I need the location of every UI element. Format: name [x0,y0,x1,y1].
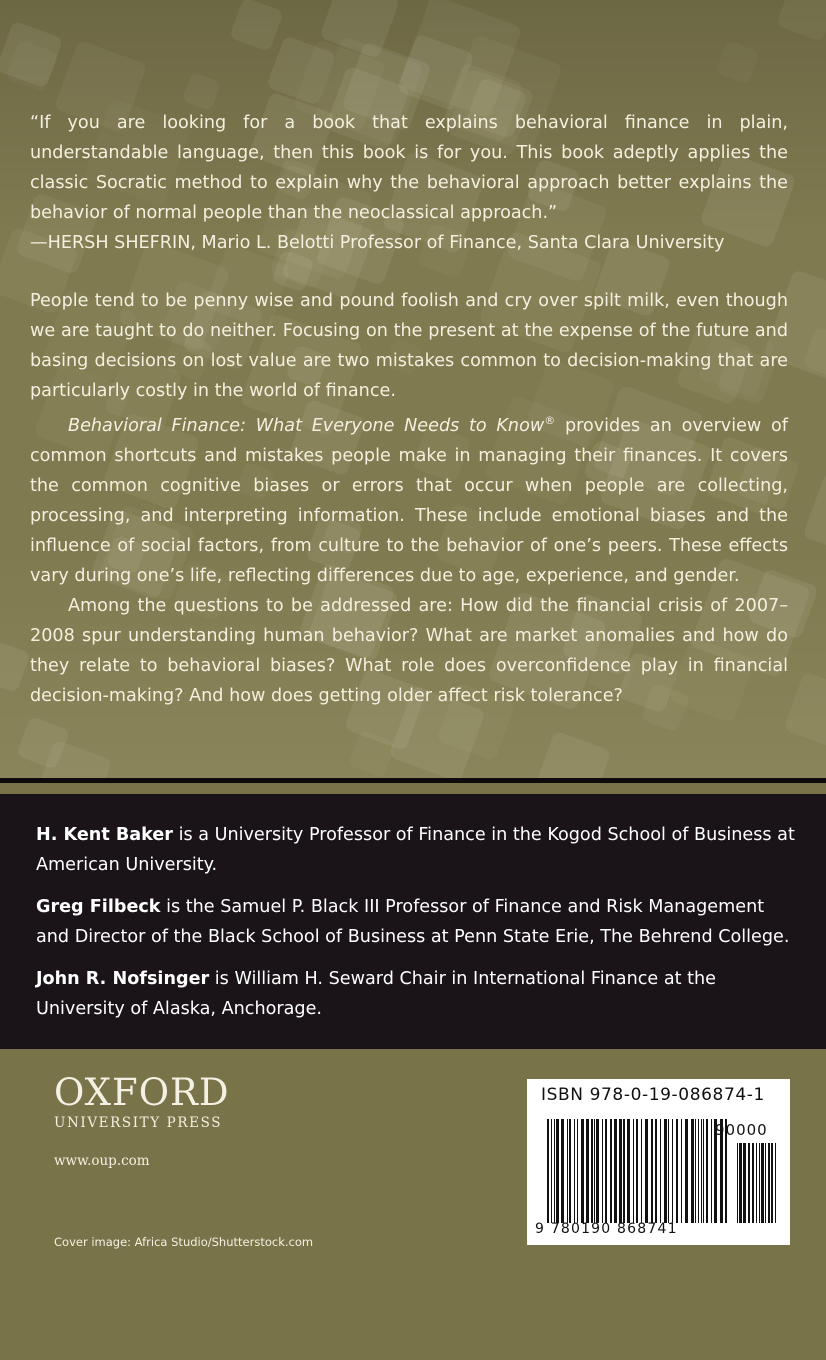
isbn-label: ISBN 978-0-19-086874-1 [541,1085,765,1105]
ean-digits: 9 780190 868741 [535,1221,678,1237]
publisher-logo [54,1073,230,1131]
barcode-box [527,1079,790,1245]
author-name: H. Kent Baker [36,825,173,845]
endorsement-attribution: —HERSH SHEFRIN, Mario L. Belotti Professor of Finance, Santa Clara University [30,233,725,253]
publisher-section [0,1049,826,1360]
author-name: John R. Nofsinger [36,969,210,989]
endorsement-quote: “If you are looking for a book that explains behavioral finance in plain, understandable language, then this book is for you. This book adeptly applies the classic Socratic method to explain why the behavioral approach better explains the behavior of normal people than the neoclassical approach.” [30,113,788,223]
book-description [30,286,788,711]
addon-barcode [737,1143,779,1223]
author-bio-nofsinger [36,964,796,1024]
description-paragraph-2-text: provides an overview of common shortcuts and mistakes people make in managing their finances. It covers the common cognitive biases or errors that occur when people are collecting, processing, and interpreting information. These include emotional biases and the influence of social factors, from culture to the behavior of one’s peers. These effects vary during one’s life, reflecting differences due to age, experience, and gender. [30,415,789,586]
ean-barcode [547,1119,727,1223]
author-bio-text: is a University Professor of Finance in the Kogod School of Business at American University. [36,825,795,875]
registered-mark: ® [544,414,556,427]
blurb-text [30,108,788,711]
author-bio-baker [36,820,796,880]
author-bio-text: is William H. Seward Chair in International Finance at the University of Alaska, Anchorage. [36,969,716,1019]
author-bio-filbeck [36,892,796,952]
publisher-website: www.oup.com [54,1153,150,1169]
author-bio-text: is the Samuel P. Black III Professor of Finance and Risk Management and Director of the Black School of Business at Penn State Erie, The Behrend College. [36,897,790,947]
barcode-addon-number: 90000 [715,1121,768,1139]
author-name: Greg Filbeck [36,897,161,917]
divider-gap [0,783,826,794]
logo-main-text: OXFORD [54,1071,230,1114]
logo-sub-text: UNIVERSITY PRESS [54,1115,223,1131]
description-paragraph-2 [30,406,788,591]
author-bios [0,794,826,1049]
cover-image-credit: Cover image: Africa Studio/Shutterstock.com [54,1235,314,1249]
description-paragraph-1: People tend to be penny wise and pound foolish and cry over spilt milk, even though we are taught to do neither. Focusing on the present at the expense of the future and basing decisions on lost value are two mistakes common to decision-making that are particularly costly in the world of finance. [30,291,788,401]
description-paragraph-3: Among the questions to be addressed are: How did the financial crisis of 2007–2008 spur understanding human behavior? What are market anomalies and how do they relate to behavioral biases? What role does overconfidence play in financial decision-making? And how does getting older affect risk tolerance? [30,595,788,706]
book-title: Behavioral Finance: What Everyone Needs to Know [68,415,545,436]
